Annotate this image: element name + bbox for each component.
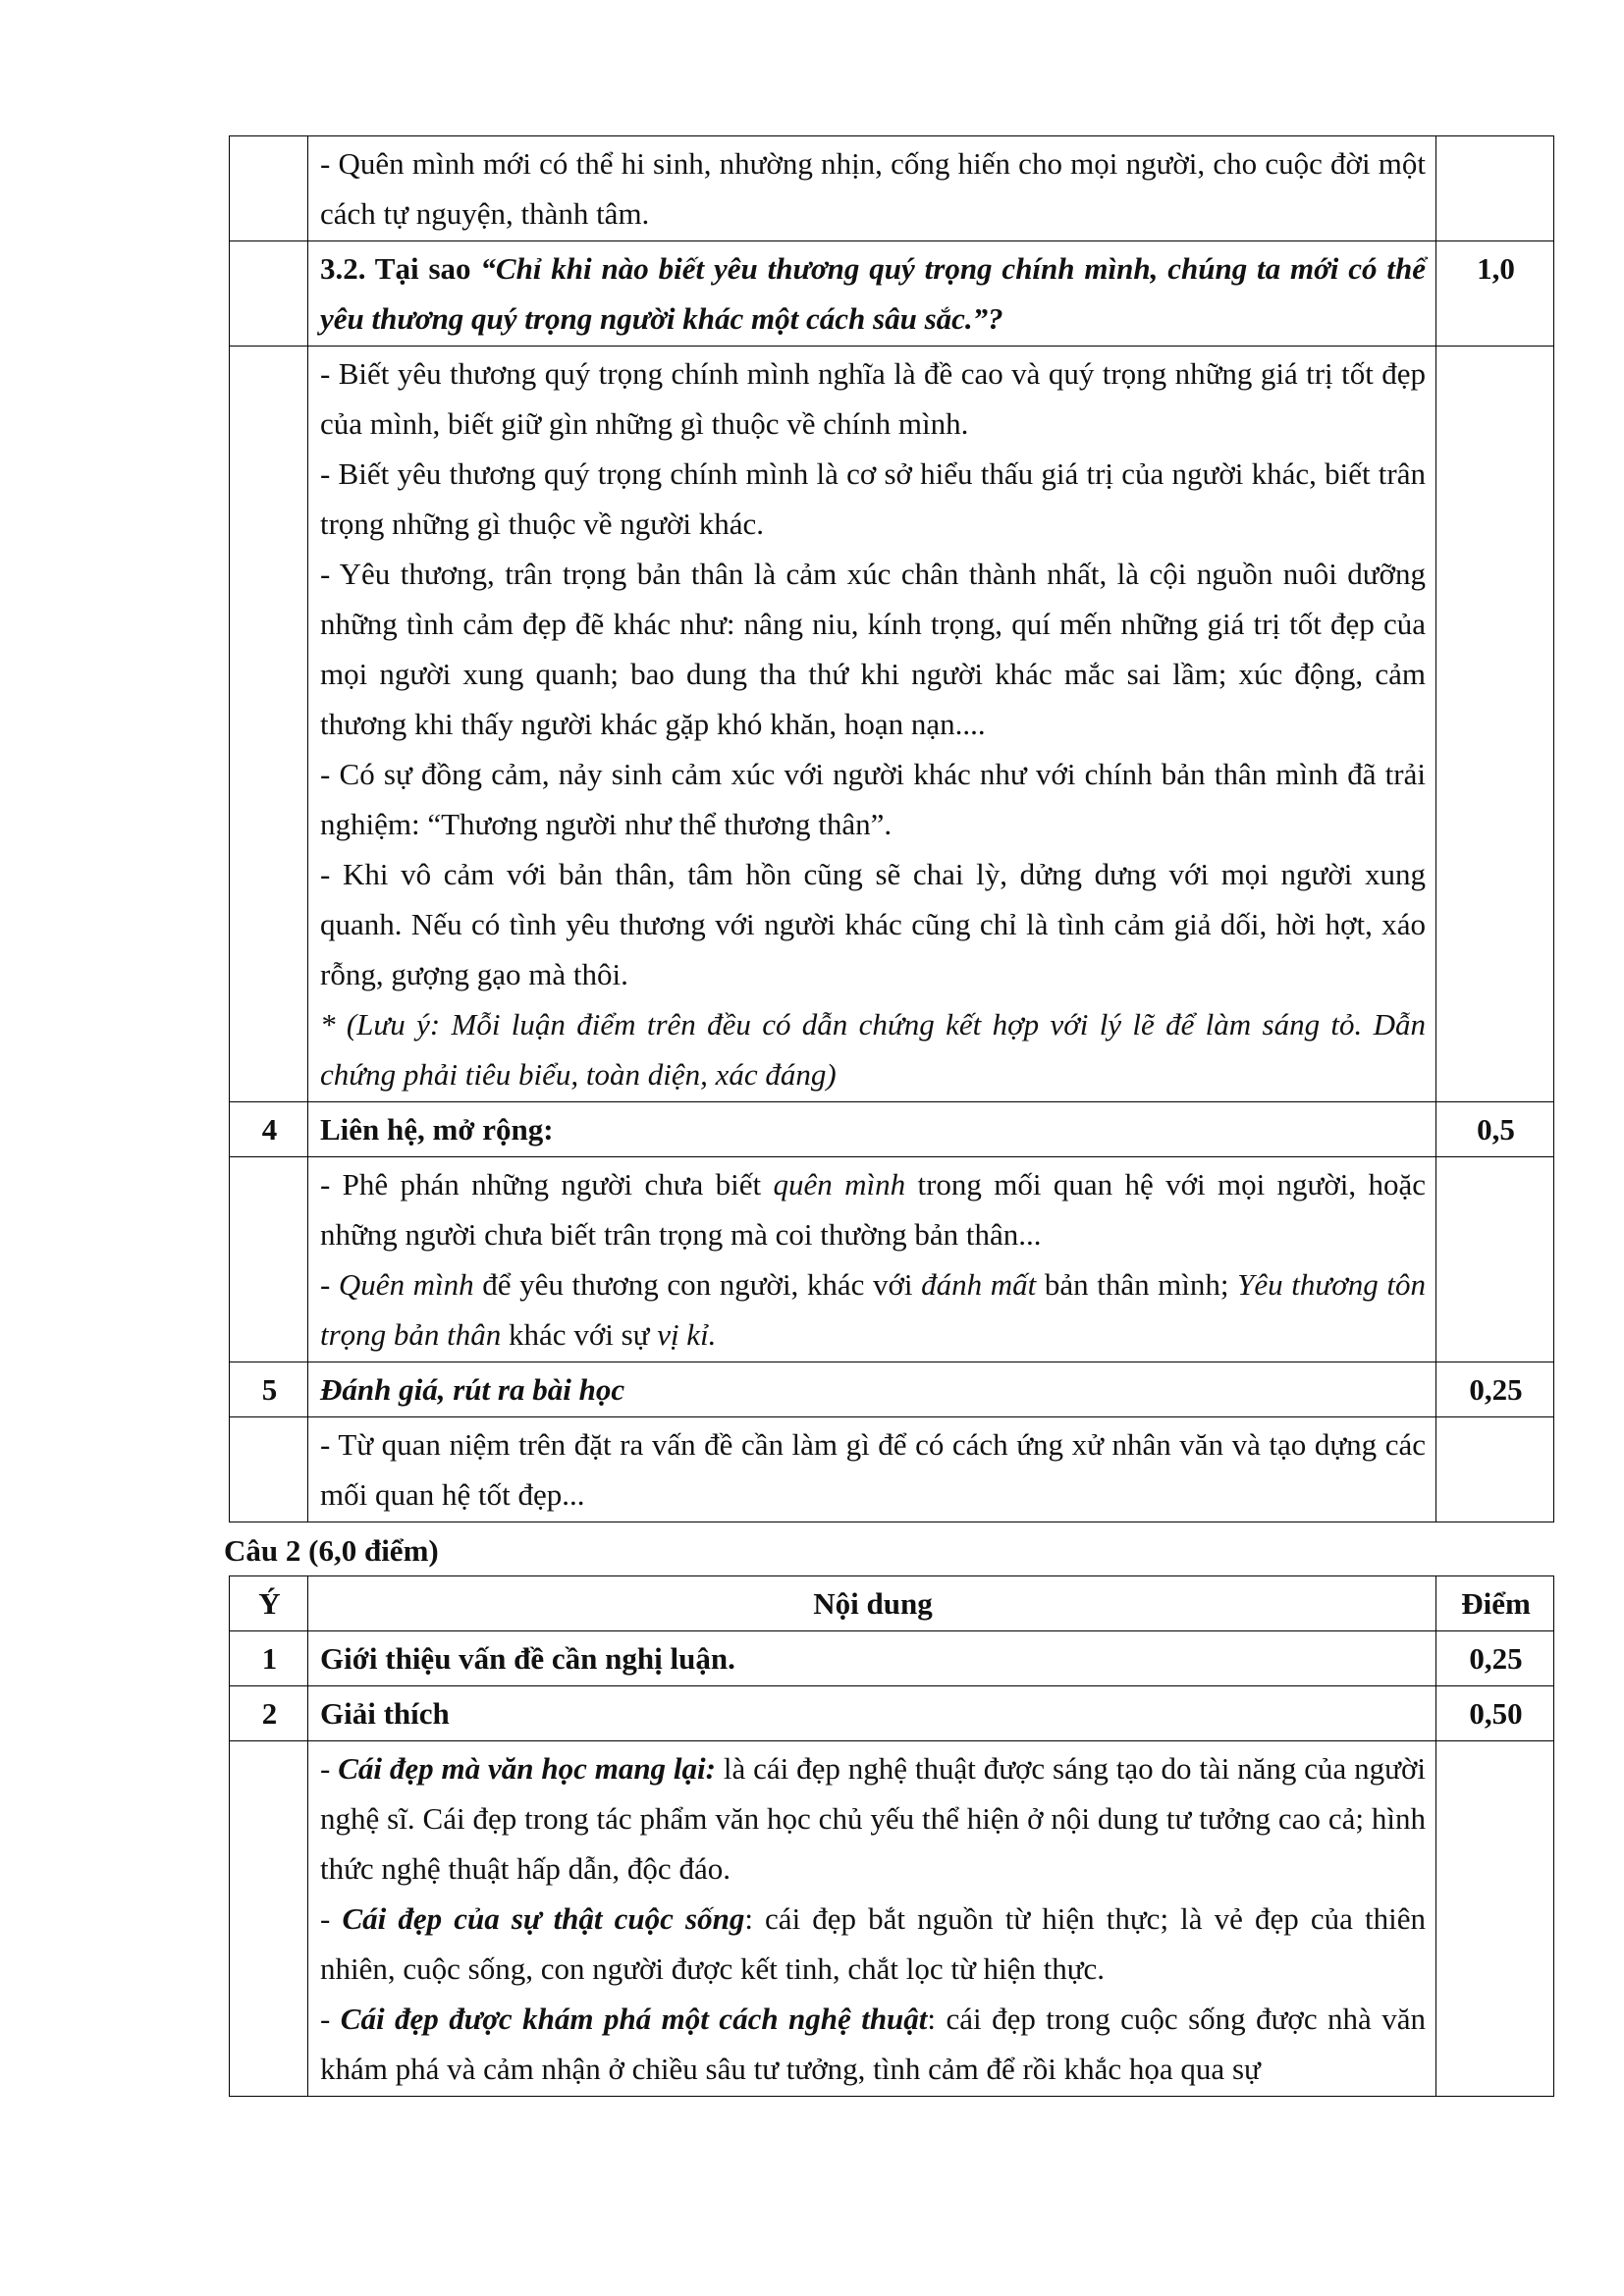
question-label: 3.2. Tại sao <box>320 251 481 286</box>
text-run: khác với sự <box>501 1317 658 1352</box>
row-index-cell <box>230 1157 308 1362</box>
paragraph <box>320 1894 1426 1994</box>
text-run: Cái đẹp được khám phá một cách nghệ thuật <box>340 2002 928 2036</box>
table-row <box>230 1362 1554 1417</box>
row-score <box>1436 1157 1554 1362</box>
row-title: Liên hệ, mở rộng: <box>308 1102 1436 1157</box>
row-content <box>308 1741 1436 2097</box>
row-content <box>308 1157 1436 1362</box>
paragraph <box>320 1259 1426 1360</box>
text-run: - <box>320 2002 341 2036</box>
row-index: 1 <box>230 1631 308 1686</box>
row-index-cell <box>230 347 308 1102</box>
row-content <box>308 241 1436 347</box>
table-header-row <box>230 1576 1554 1631</box>
column-header: Ý <box>230 1576 308 1631</box>
paragraph <box>320 1743 1426 1894</box>
row-score: 0,50 <box>1436 1686 1554 1741</box>
row-score <box>1436 1417 1554 1522</box>
text-run: - <box>320 1901 343 1936</box>
text-run: bản thân mình; <box>1036 1267 1238 1302</box>
text-run: - <box>320 1751 339 1786</box>
row-index-cell <box>230 1417 308 1522</box>
answer-table-cau2 <box>229 1575 1554 2097</box>
text-run: Cái đẹp của sự thật cuộc sống <box>342 1901 745 1936</box>
table-row <box>230 1102 1554 1157</box>
text-run: : cái đẹp bắt nguồn từ hiện thực; là vẻ đẹp của thiên nhiên, cuộc sống, con người được kết tinh, chắt lọc từ hiện thực. <box>320 1901 1427 1986</box>
text-run: vị kỉ. <box>657 1317 717 1352</box>
row-score: 0,5 <box>1436 1102 1554 1157</box>
page <box>224 135 1554 2097</box>
row-score <box>1436 347 1554 1102</box>
column-header: Điểm <box>1436 1576 1554 1631</box>
text-run: đánh mất <box>921 1267 1037 1302</box>
row-score: 0,25 <box>1436 1631 1554 1686</box>
text-run: để yêu thương con người, khác với <box>473 1267 922 1302</box>
text-run: là cái đẹp nghệ thuật được sáng tạo do tài năng của người nghệ sĩ. Cái đẹp trong tác phẩm văn học chủ yếu thể hiện ở nội dung tư tưởng cao cả; hình thức nghệ thuật hấp dẫn, độc đáo. <box>320 1751 1426 1886</box>
text-run: Yêu thương tôn trọng bản thân <box>320 1267 1426 1352</box>
row-content: - Từ quan niệm trên đặt ra vấn đề cần làm gì để có cách ứng xử nhân văn và tạo dựng các mối quan hệ tốt đẹp... <box>308 1417 1436 1522</box>
row-title: Đánh giá, rút ra bài học <box>308 1362 1436 1417</box>
table-row <box>230 1417 1554 1522</box>
row-score <box>1436 1741 1554 2097</box>
row-title: Giới thiệu vấn đề cần nghị luận. <box>308 1631 1436 1686</box>
row-index-cell <box>230 241 308 347</box>
paragraph <box>320 1994 1426 2094</box>
section-heading: Câu 2 (6,0 điểm) <box>224 1533 439 1568</box>
row-content: - Quên mình mới có thể hi sinh, nhường nhịn, cống hiến cho mọi người, cho cuộc đời một cách tự nguyện, thành tâm. <box>308 136 1436 241</box>
text-run: trong mối quan hệ với mọi người, hoặc những người chưa biết trân trọng mà coi thường bản thân... <box>320 1167 1426 1252</box>
paragraph: - Yêu thương, trân trọng bản thân là cảm xúc chân thành nhất, là cội nguồn nuôi dưỡng những tình cảm đẹp đẽ khác như: nâng niu, kính trọng, quí mến những giá trị tốt đẹp của mọi người xung quanh; bao dung tha thứ khi người khác mắc sai lầm; xúc động, cảm thương khi thấy người khác gặp khó khăn, hoạn nạn.... <box>320 557 1426 741</box>
column-header: Nội dung <box>308 1576 1436 1631</box>
text-run: : cái đẹp trong cuộc sống được nhà văn khám phá và cảm nhận ở chiều sâu tư tưởng, tình cảm để rồi khắc họa qua sự <box>320 2002 1427 2086</box>
table-row <box>230 1631 1554 1686</box>
question-quote: “Chỉ khi nào biết yêu thương quý trọng chính mình, chúng ta mới có thể yêu thương quý trọng người khác một cách sâu sắc.”? <box>320 251 1427 336</box>
table-row <box>230 1157 1554 1362</box>
text-run: quên mình <box>773 1167 906 1201</box>
table-row <box>230 136 1554 241</box>
text-run: Cái đẹp mà văn học mang lại: <box>338 1751 716 1786</box>
table-row <box>230 1686 1554 1741</box>
table-row <box>230 241 1554 347</box>
row-score: 0,25 <box>1436 1362 1554 1417</box>
paragraph <box>320 1159 1426 1259</box>
row-index: 5 <box>230 1362 308 1417</box>
row-score <box>1436 136 1554 241</box>
text-run: Quên mình <box>338 1267 474 1302</box>
answer-table-cau1 <box>229 135 1554 1522</box>
text-run: - <box>320 1267 339 1302</box>
row-index: 2 <box>230 1686 308 1741</box>
row-title: Giải thích <box>308 1686 1436 1741</box>
row-score: 1,0 <box>1436 241 1554 347</box>
paragraph: - Có sự đồng cảm, nảy sinh cảm xúc với người khác như với chính bản thân mình đã trải nghiệm: “Thương người như thể thương thân”. <box>320 757 1426 841</box>
paragraph: - Khi vô cảm với bản thân, tâm hồn cũng sẽ chai lỳ, dửng dưng với mọi người xung quanh. Nếu có tình yêu thương với người khác cũng chỉ là tình cảm giả dối, hời hợt, xáo rỗng, gượng gạo mà thôi. <box>320 857 1426 991</box>
row-index: 4 <box>230 1102 308 1157</box>
note-paragraph: * (Lưu ý: Mỗi luận điểm trên đều có dẫn chứng kết hợp với lý lẽ để làm sáng tỏ. Dẫn chứng phải tiêu biểu, toàn diện, xác đáng) <box>320 1007 1426 1092</box>
row-index-cell <box>230 136 308 241</box>
table-row <box>230 347 1554 1102</box>
paragraph: - Biết yêu thương quý trọng chính mình là cơ sở hiểu thấu giá trị của người khác, biết trân trọng những gì thuộc về người khác. <box>320 456 1426 541</box>
table-row <box>230 1741 1554 2097</box>
paragraph: - Biết yêu thương quý trọng chính mình nghĩa là đề cao và quý trọng những giá trị tốt đẹp của mình, biết giữ gìn những gì thuộc về chính mình. <box>320 356 1426 441</box>
row-index-cell <box>230 1741 308 2097</box>
text-run: - Phê phán những người chưa biết <box>320 1167 774 1201</box>
row-content <box>308 347 1436 1102</box>
